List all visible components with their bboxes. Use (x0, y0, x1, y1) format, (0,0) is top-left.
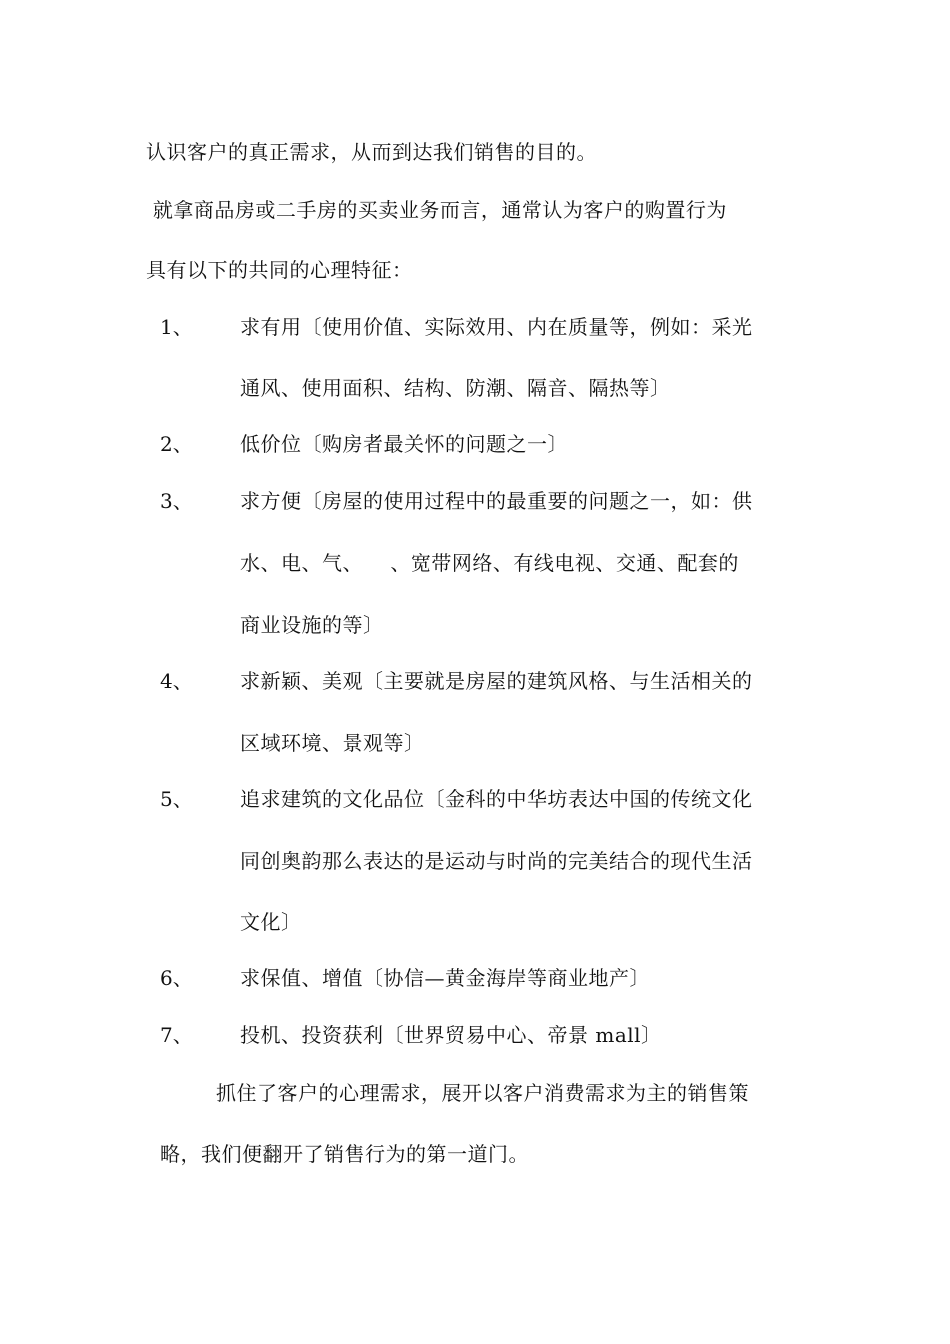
list-item-number: 3、 (160, 489, 193, 513)
list-item-text: 追求建筑的文化品位〔金科的中华坊表达中国的传统文化 (240, 787, 753, 811)
closing-line-1: 抓住了客户的心理需求，展开以客户消费需求为主的销售策 (216, 1081, 749, 1105)
list-item-number: 5、 (160, 787, 193, 811)
list-item-text: 通风、使用面积、结构、防潮、隔音、隔热等〕 (240, 376, 671, 400)
list-item-text: 求保值、增值〔协信—黄金海岸等商业地产〕 (240, 966, 650, 990)
list-item-number: 4、 (160, 669, 193, 693)
list-item-number: 7、 (160, 1023, 193, 1047)
list-item-text: 区域环境、景观等〕 (240, 731, 425, 755)
list-item-text: 同创奥韵那么表达的是运动与时尚的完美结合的现代生活 (240, 849, 753, 873)
list-item-number: 6、 (160, 966, 193, 990)
list-item-text: 求新颖、美观〔主要就是房屋的建筑风格、与生活相关的 (240, 669, 753, 693)
list-item-text: 投机、投资获利〔世界贸易中心、帝景 mall〕 (240, 1023, 662, 1047)
list-item-text: 水、电、气、 、宽带网络、有线电视、交通、配套的 (240, 551, 739, 575)
intro-line-1: 认识客户的真正需求，从而到达我们销售的目的。 (146, 140, 597, 164)
closing-line-2: 略，我们便翻开了销售行为的第一道门。 (160, 1142, 529, 1166)
intro-line-3: 具有以下的共同的心理特征： (146, 258, 413, 282)
list-item-text: 商业设施的等〕 (240, 613, 384, 637)
list-item-number: 1、 (160, 315, 193, 339)
intro-line-2: 就拿商品房或二手房的买卖业务而言，通常认为客户的购置行为 (146, 198, 727, 222)
list-item-text: 文化〕 (240, 910, 302, 934)
list-item-text: 求方便〔房屋的使用过程中的最重要的问题之一，如：供 (240, 489, 753, 513)
list-item-text: 求有用〔使用价值、实际效用、内在质量等，例如：采光 (240, 315, 753, 339)
list-item-number: 2、 (160, 432, 193, 456)
list-item-text: 低价位〔购房者最关怀的问题之一〕 (240, 432, 568, 456)
